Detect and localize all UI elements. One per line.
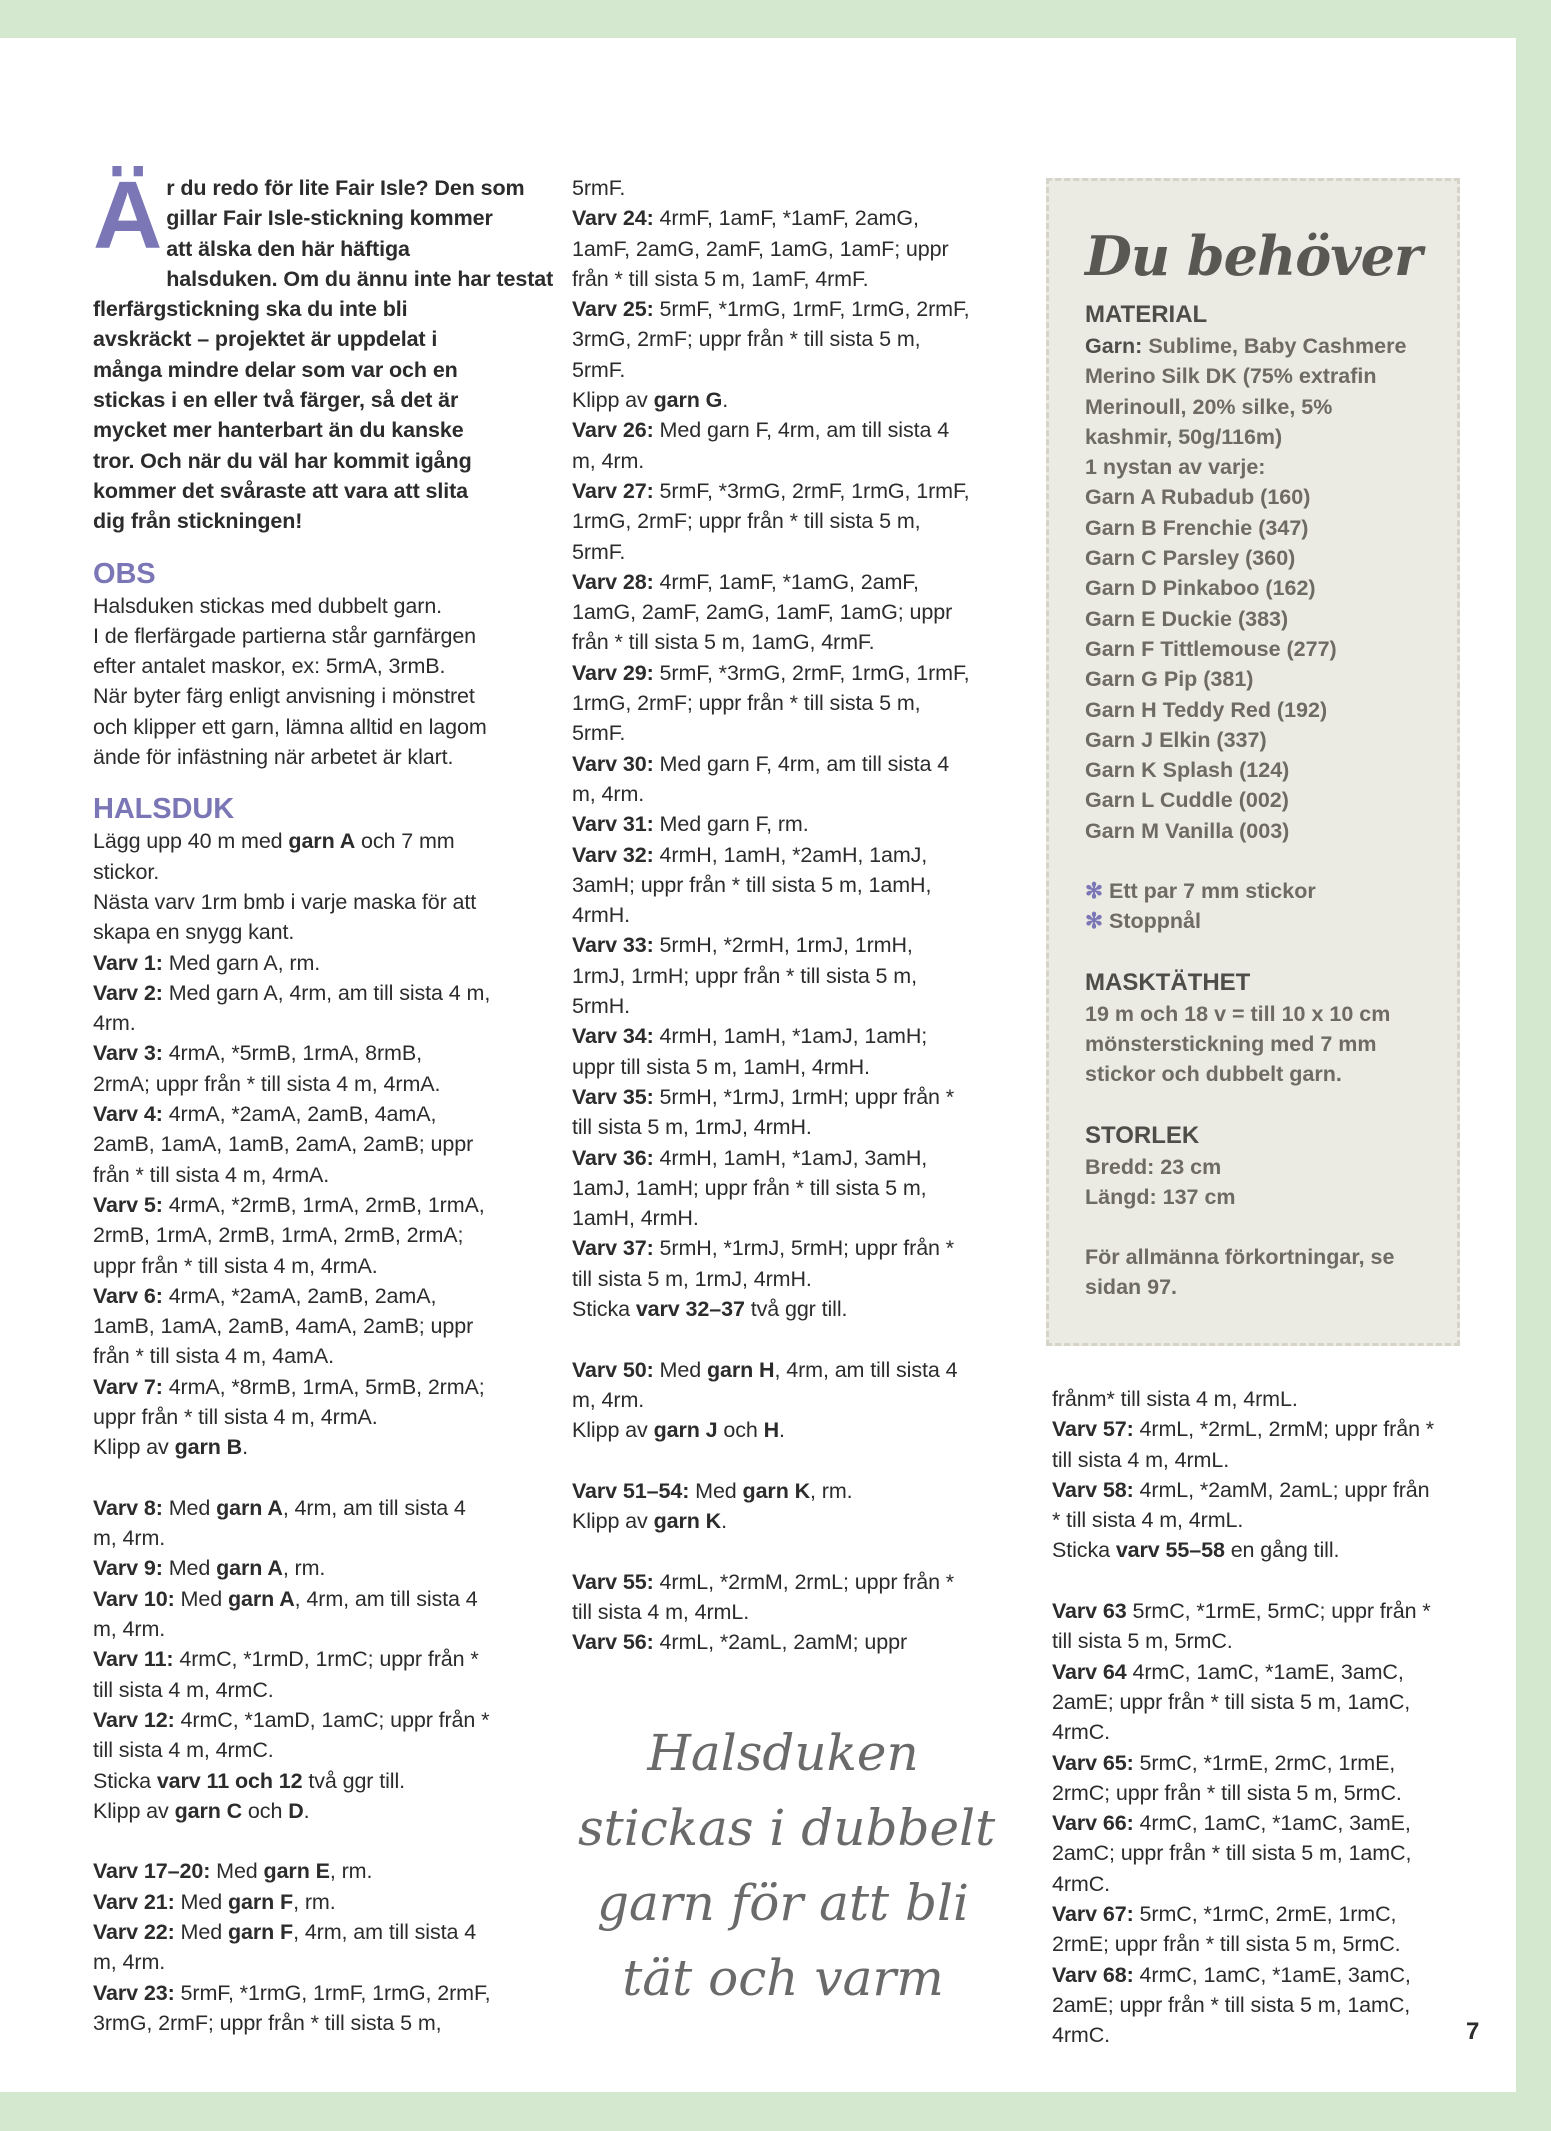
instruction-line: Klipp av garn K. (572, 1509, 727, 1534)
instruction-line: från * till sista 5 m, 1amG, 4rmF. (572, 630, 875, 655)
blank-line (1052, 1566, 1472, 1596)
instruction-line: Varv 55: 4rmL, *2rmM, 2rmL; uppr från * (572, 1569, 955, 1594)
abbreviations-note (1085, 1242, 1455, 1303)
blank-line (572, 1445, 1012, 1475)
instruction-line: Varv 32: 4rmH, 1amH, *2amH, 1amJ, (572, 842, 928, 867)
obs-text (93, 591, 523, 773)
instruction-line: 4rm. (93, 1011, 136, 1036)
material-heading: MATERIAL (1085, 301, 1208, 328)
material-line: Garn M Vanilla (003) (1085, 818, 1290, 843)
intro-line: r du redo för lite Fair Isle? Den som (166, 176, 525, 200)
instruction-line: 1amG, 2amF, 2amG, 1amF, 1amG; uppr (572, 600, 953, 625)
instruction-line: 4rmC. (1052, 1720, 1111, 1745)
instruction-line: till sista 4 m, 4rmC. (93, 1738, 274, 1763)
instruction-line: 2rmE; uppr från * till sista 5 m, 5rmC. (1052, 1932, 1401, 1957)
instruction-line: 1amF, 2amG, 2amF, 1amG, 1amF; uppr (572, 236, 949, 261)
intro-line: stickas i en eller två färger, så det är (93, 388, 459, 413)
asterisk-icon: ✻ (1085, 909, 1109, 934)
instruction-line: Varv 4: 4rmA, *2amA, 2amB, 4amA, (93, 1102, 437, 1127)
instruction-line: 3rmG, 2rmF; uppr från * till sista 5 m, (572, 327, 921, 352)
instruction-line: m, 4rm. (572, 448, 645, 473)
obs-line: ände för infästning när arbetet är klart. (93, 745, 454, 770)
intro-line: flerfärgstickning ska du inte bli (93, 297, 408, 322)
column-3 (1052, 1384, 1472, 2051)
instruction-line: skapa en snygg kant. (93, 920, 295, 945)
instruction-line: Varv 57: 4rmL, *2rmL, 2rmM; uppr från * (1052, 1417, 1435, 1442)
material-line: Garn F Tittlemouse (277) (1085, 636, 1337, 661)
instruction-line: 4rmC. (1052, 1871, 1111, 1896)
instruction-line: till sista 4 m, 4rmL. (572, 1599, 750, 1624)
materials-box (1046, 178, 1460, 1346)
instruction-line: 5rmF. (572, 357, 626, 382)
size-line: Längd: 137 cm (1085, 1184, 1236, 1209)
tool-item: ✻ Stoppnål (1085, 909, 1201, 934)
instruction-line: Varv 56: 4rmL, *2amL, 2amM; uppr (572, 1630, 907, 1655)
blank-line (572, 1536, 1012, 1566)
gauge-line: 19 m och 18 v = till 10 x 10 cm (1085, 1001, 1391, 1026)
intro-line: många mindre delar som var och en (93, 357, 458, 382)
instruction-line: Varv 50: Med garn H, 4rm, am till sista 4 (572, 1357, 958, 1382)
instruction-line: Varv 5: 4rmA, *2rmB, 1rmA, 2rmB, 1rmA, (93, 1192, 485, 1217)
instruction-line: Varv 63 5rmC, *1rmE, 5rmC; uppr från * (1052, 1599, 1431, 1624)
obs-line: Halsduken stickas med dubbelt garn. (93, 593, 443, 618)
material-line: Garn L Cuddle (002) (1085, 788, 1289, 813)
instruction-line: Varv 7: 4rmA, *8rmB, 1rmA, 5rmB, 2rmA; (93, 1374, 485, 1399)
instruction-line: Klipp av garn G. (572, 388, 729, 413)
instruction-line: Varv 1: Med garn A, rm. (93, 950, 321, 975)
instruction-line: 1amJ, 1amH; uppr från * till sista 5 m, (572, 1175, 927, 1200)
instruction-line: Varv 10: Med garn A, 4rm, am till sista 4 (93, 1586, 478, 1611)
instruction-line: Varv 26: Med garn F, 4rm, am till sista 4 (572, 418, 950, 443)
obs-line: och klipper ett garn, lämna alltid en lagom (93, 714, 487, 739)
instruction-line: m, 4rm. (93, 1950, 166, 1975)
intro-line: halsduken. Om du ännu inte har testat (166, 266, 554, 291)
instruction-line: 1amB, 1amA, 2amB, 4amA, 2amB; uppr (93, 1314, 474, 1339)
instruction-line: 2amB, 1amA, 1amB, 2amA, 2amB; uppr (93, 1132, 474, 1157)
instruction-line: Varv 65: 5rmC, *1rmE, 2rmC, 1rmE, (1052, 1750, 1396, 1775)
material-line: Merinoull, 20% silke, 5% (1085, 394, 1333, 419)
instruction-line: m, 4rm. (572, 781, 645, 806)
pull-quote (578, 1716, 996, 2016)
material-line: Garn D Pinkaboo (162) (1085, 576, 1316, 601)
intro-paragraph (93, 162, 554, 537)
instruction-line: Varv 2: Med garn A, 4rm, am till sista 4 m, (93, 980, 491, 1005)
instruction-line: 1rmJ, 1rmH; uppr från * till sista 5 m, (572, 963, 917, 988)
instruction-line: 2amE; uppr från * till sista 5 m, 1amC, (1052, 1689, 1411, 1714)
material-line: Garn J Elkin (337) (1085, 727, 1267, 752)
instruction-line: Klipp av garn J och H. (572, 1418, 785, 1443)
instruction-line: 5rmH. (572, 994, 631, 1019)
quote-line: garn för att bli (596, 1874, 970, 1932)
material-line: Garn B Frenchie (347) (1085, 515, 1309, 540)
instruction-line: Varv 25: 5rmF, *1rmG, 1rmF, 1rmG, 2rmF, (572, 297, 970, 322)
column-1 (93, 162, 554, 2038)
instruction-line: Varv 3: 4rmA, *5rmB, 1rmA, 8rmB, (93, 1041, 422, 1066)
instruction-line: till sista 5 m, 1rmJ, 4rmH. (572, 1115, 812, 1140)
instruction-line: Varv 29: 5rmF, *3rmG, 2rmF, 1rmG, 1rmF, (572, 660, 970, 685)
intro-line: gillar Fair Isle-stickning kommer (166, 206, 493, 231)
tools-list (1085, 876, 1455, 937)
quote-line: Halsduken (647, 1724, 919, 1782)
instruction-line: Varv 34: 4rmH, 1amH, *1amJ, 1amH; (572, 1024, 928, 1049)
instruction-line: Varv 30: Med garn F, 4rm, am till sista 4 (572, 751, 950, 776)
instruction-line: m, 4rm. (93, 1617, 166, 1642)
intro-line: avskräckt – projektet är uppdelat i (93, 327, 438, 352)
instruction-line: Lägg upp 40 m med garn A och 7 mm (93, 829, 455, 854)
instruction-line: till sista 4 m, 4rmC. (93, 1677, 274, 1702)
instruction-line: Varv 11: 4rmC, *1rmD, 1rmC; uppr från * (93, 1647, 479, 1672)
instruction-line: stickor. (93, 859, 160, 884)
instruction-line: 2amC; uppr från * till sista 5 m, 1amC, (1052, 1841, 1412, 1866)
instruction-line: Varv 24: 4rmF, 1amF, *1amF, 2amG, (572, 206, 919, 231)
material-line: Garn K Splash (124) (1085, 758, 1290, 783)
instruction-line: uppr till sista 5 m, 1amH, 4rmH. (572, 1054, 870, 1079)
material-line: Merino Silk DK (75% extrafin (1085, 364, 1377, 389)
pattern-instructions-col2 (572, 173, 1012, 1658)
size-text (1085, 1152, 1455, 1213)
instruction-line: Varv 31: Med garn F, rm. (572, 812, 809, 837)
obs-line: I de flerfärgade partierna står garnfärgen (93, 623, 477, 648)
instruction-line: 4rmH. (572, 903, 631, 928)
pattern-instructions-col1 (93, 826, 523, 2038)
material-line: 1 nystan av varje: (1085, 455, 1266, 480)
material-list (1085, 331, 1455, 846)
quote-line: tät och varm (622, 1949, 944, 2007)
instruction-line: Varv 67: 5rmC, *1rmC, 2rmE, 1rmC, (1052, 1902, 1397, 1927)
halsduk-heading: HALSDUK (93, 793, 235, 826)
instruction-line: 2rmA; uppr från * till sista 4 m, 4rmA. (93, 1071, 441, 1096)
instruction-line: Varv 28: 4rmF, 1amF, *1amG, 2amF, (572, 569, 919, 594)
material-line: Garn C Parsley (360) (1085, 546, 1296, 571)
instruction-line: Varv 36: 4rmH, 1amH, *1amJ, 3amH, (572, 1145, 928, 1170)
material-line: Garn: Sublime, Baby Cashmere (1085, 334, 1407, 358)
obs-line: När byter färg enligt anvisning i mönstret (93, 684, 475, 709)
blank-line (572, 1324, 1012, 1354)
material-line: Garn A Rubadub (160) (1085, 485, 1311, 510)
column-2 (572, 173, 1012, 1658)
instruction-line: 2amE; uppr från * till sista 5 m, 1amC, (1052, 1992, 1411, 2017)
magazine-page (0, 38, 1516, 2092)
instruction-line: * till sista 4 m, 4rmL. (1052, 1508, 1244, 1533)
instruction-line: 3rmG, 2rmF; uppr från * till sista 5 m, (93, 2010, 442, 2035)
intro-line: tror. Och när du väl har kommit igång (93, 448, 472, 473)
size-line: Bredd: 23 cm (1085, 1154, 1222, 1179)
instruction-line: Varv 9: Med garn A, rm. (93, 1556, 326, 1581)
instruction-line: 5rmF. (572, 721, 626, 746)
instruction-line: Varv 23: 5rmF, *1rmG, 1rmF, 1rmG, 2rmF, (93, 1980, 491, 2005)
gauge-line: stickor och dubbelt garn. (1085, 1062, 1342, 1087)
instruction-line: från * till sista 5 m, 1amF, 4rmF. (572, 266, 869, 291)
abbr-line: sidan 97. (1085, 1275, 1178, 1300)
gauge-heading: MASKTÄTHET (1085, 968, 1251, 996)
instruction-line: 5rmF. (572, 539, 626, 564)
instruction-line: m, 4rm. (572, 1387, 645, 1412)
instruction-line: Varv 35: 5rmH, *1rmJ, 1rmH; uppr från * (572, 1084, 955, 1109)
instruction-line: Varv 27: 5rmF, *3rmG, 2rmF, 1rmG, 1rmF, (572, 478, 970, 503)
instruction-line: Varv 12: 4rmC, *1amD, 1amC; uppr från * (93, 1707, 490, 1732)
box-title: Du behöver (1085, 224, 1422, 288)
drop-cap: Ä (93, 162, 163, 269)
instruction-line: Klipp av garn C och D. (93, 1798, 310, 1823)
instruction-line: uppr från * till sista 4 m, 4rmA. (93, 1253, 378, 1278)
instruction-line: Varv 37: 5rmH, *1rmJ, 5rmH; uppr från * (572, 1236, 955, 1261)
instruction-line: m, 4rm. (93, 1526, 166, 1551)
quote-line: stickas i dubbelt (578, 1799, 996, 1857)
instruction-line: 2rmB, 1rmA, 2rmB, 1rmA, 2rmB, 2rmA; (93, 1223, 464, 1248)
pattern-instructions-col3 (1052, 1384, 1472, 2051)
instruction-line: från * till sista 4 m, 4amA. (93, 1344, 334, 1369)
instruction-line: Varv 66: 4rmC, 1amC, *1amC, 3amE, (1052, 1811, 1411, 1836)
asterisk-icon: ✻ (1085, 879, 1109, 904)
instruction-line: frånm* till sista 4 m, 4rmL. (1052, 1387, 1298, 1411)
abbr-line: För allmänna förkortningar, se (1085, 1245, 1395, 1270)
tool-item: ✻ Ett par 7 mm stickor (1085, 879, 1316, 904)
instruction-line: 3amH; uppr från * till sista 5 m, 1amH, (572, 872, 932, 897)
intro-line: kommer det svåraste att vara att slita (93, 478, 469, 503)
material-line: Garn G Pip (381) (1085, 667, 1254, 692)
blank-line (93, 1826, 523, 1856)
instruction-line: Varv 22: Med garn F, 4rm, am till sista 4 (93, 1920, 477, 1945)
instruction-line: 1rmG, 2rmF; uppr från * till sista 5 m, (572, 509, 921, 534)
instruction-line: Varv 6: 4rmA, *2amA, 2amB, 2amA, (93, 1283, 437, 1308)
instruction-line: Varv 8: Med garn A, 4rm, am till sista 4 (93, 1495, 466, 1520)
page-number: 7 (1466, 2018, 1480, 2045)
instruction-line: Varv 21: Med garn F, rm. (93, 1889, 336, 1914)
material-line: Garn E Duckie (383) (1085, 606, 1289, 631)
instruction-line: Sticka varv 32–37 två ggr till. (572, 1296, 848, 1321)
instruction-line: Varv 51–54: Med garn K, rm. (572, 1478, 853, 1503)
obs-line: efter antalet maskor, ex: 5rmA, 3rmB. (93, 654, 446, 679)
instruction-line: 1amH, 4rmH. (572, 1206, 699, 1231)
instruction-line: Varv 33: 5rmH, *2rmH, 1rmJ, 1rmH, (572, 933, 913, 958)
blank-line (93, 1463, 523, 1493)
instruction-line: Klipp av garn B. (93, 1435, 248, 1460)
size-heading: STORLEK (1085, 1121, 1200, 1149)
instruction-line: till sista 5 m, 5rmC. (1052, 1629, 1233, 1654)
intro-line: dig från stickningen! (93, 509, 303, 534)
instruction-line: Varv 17–20: Med garn E, rm. (93, 1859, 373, 1884)
material-line: kashmir, 50g/116m) (1085, 424, 1283, 449)
instruction-line: till sista 5 m, 1rmJ, 4rmH. (572, 1266, 812, 1291)
instruction-line: Sticka varv 55–58 en gång till. (1052, 1538, 1340, 1563)
intro-line: mycket mer hanterbart än du kanske (93, 418, 464, 443)
gauge-text (1085, 999, 1455, 1090)
gauge-line: mönsterstickning med 7 mm (1085, 1031, 1377, 1056)
obs-heading: OBS (93, 557, 156, 590)
instruction-line: från * till sista 4 m, 4rmA. (93, 1162, 330, 1187)
instruction-line: Varv 58: 4rmL, *2amM, 2amL; uppr från (1052, 1477, 1430, 1502)
instruction-line: Sticka varv 11 och 12 två ggr till. (93, 1768, 406, 1793)
instruction-line: till sista 4 m, 4rmL. (1052, 1447, 1230, 1472)
instruction-line: 2rmC; uppr från * till sista 5 m, 5rmC. (1052, 1780, 1402, 1805)
instruction-line: 5rmF. (572, 176, 626, 200)
intro-line: att älska den här häftiga (166, 236, 410, 261)
instruction-line: 1rmG, 2rmF; uppr från * till sista 5 m, (572, 691, 921, 716)
instruction-line: 4rmC. (1052, 2023, 1111, 2048)
material-line: Garn H Teddy Red (192) (1085, 697, 1328, 722)
instruction-line: Varv 68: 4rmC, 1amC, *1amE, 3amC, (1052, 1962, 1411, 1987)
instruction-line: uppr från * till sista 4 m, 4rmA. (93, 1404, 378, 1429)
instruction-line: Nästa varv 1rm bmb i varje maska för att (93, 889, 477, 914)
instruction-line: Varv 64 4rmC, 1amC, *1amE, 3amC, (1052, 1659, 1404, 1684)
